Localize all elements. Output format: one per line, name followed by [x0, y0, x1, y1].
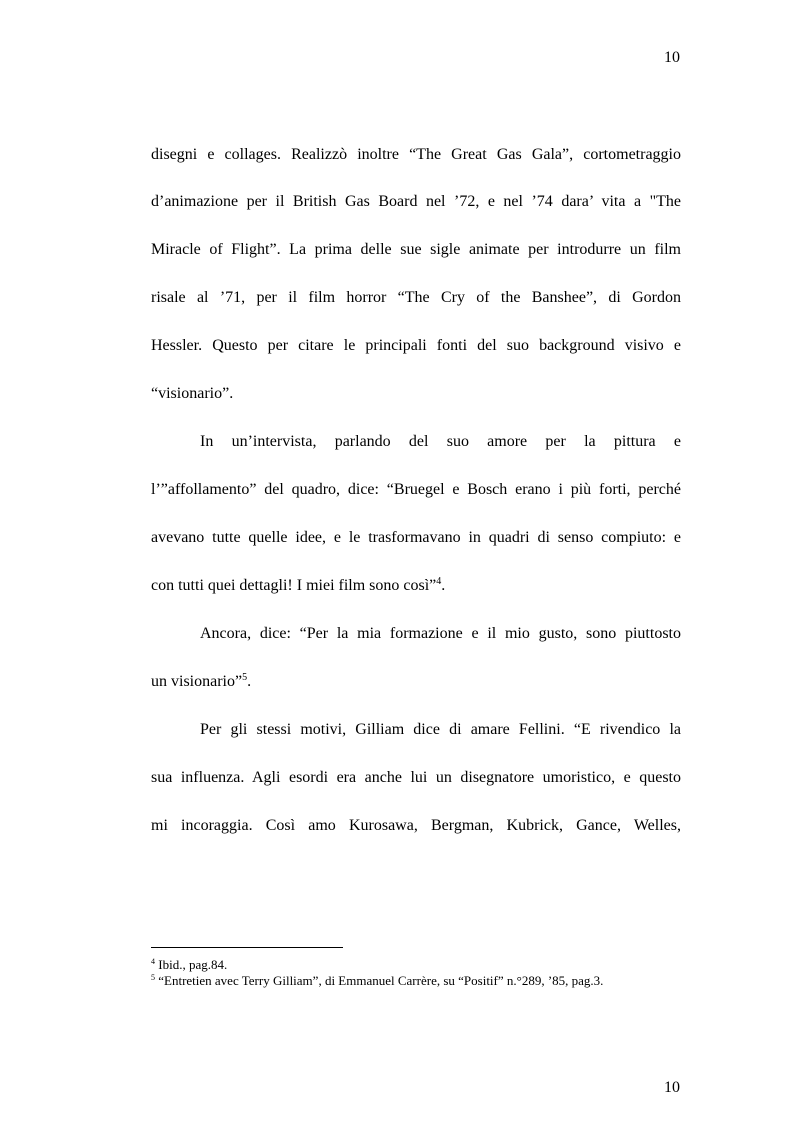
period: .: [441, 577, 446, 594]
text-line: risale al ’71, per il film horror “The Cry of the Banshee”, di Gordon: [151, 289, 681, 306]
footer-page-number: 10: [664, 1079, 680, 1096]
footnote-text: Ibid., pag.84.: [158, 957, 228, 972]
footnote-ref[interactable]: 5: [242, 672, 248, 683]
text-line: d’animazione per il British Gas Board nel ’72, e nel ’74 dara’ vita a "The: [151, 193, 681, 210]
footnote-text: “Entretien avec Terry Gilliam”, di Emmanuel Carrère, su “Positif” n.°289, ’85, pag.3.: [158, 973, 604, 988]
text-line: un visionario”: [151, 673, 243, 690]
text-line-with-footnote: [151, 576, 681, 596]
text-line: con tutti quei dettagli! I miei film sono così”: [151, 577, 437, 594]
text-line: avevano tutte quelle idee, e le trasformavano in quadri di senso compiuto: e: [151, 529, 681, 546]
text-line-with-footnote: [151, 672, 681, 692]
paragraph-first-line: Ancora, dice: “Per la mia formazione e il mio gusto, sono piuttosto: [200, 625, 681, 642]
text-line: sua influenza. Agli esordi era anche lui un disegnatore umoristico, e questo: [151, 769, 681, 786]
text-line: “visionario”.: [151, 385, 234, 402]
text-line: disegni e collages. Realizzò inoltre “The Great Gas Gala”, cortometraggio: [151, 146, 681, 163]
footnote: [151, 973, 603, 989]
period: .: [247, 673, 252, 690]
paragraph-first-line: Per gli stessi motivi, Gilliam dice di amare Fellini. “E rivendico la: [200, 721, 681, 738]
header-page-number: 10: [664, 49, 680, 66]
text-line: Hessler. Questo per citare le principali fonti del suo background visivo e: [151, 337, 681, 354]
text-line: Miracle of Flight”. La prima delle sue sigle animate per introdurre un film: [151, 241, 681, 258]
footnote: [151, 957, 227, 973]
footnote-ref[interactable]: 4: [436, 576, 442, 587]
text-line: l’”affollamento” del quadro, dice: “Bruegel e Bosch erano i più forti, perché: [151, 481, 681, 498]
paragraph-first-line: In un’intervista, parlando del suo amore per la pittura e: [200, 433, 681, 450]
footnote-marker: 4: [151, 957, 155, 966]
footnote-marker: 5: [151, 973, 155, 982]
footnote-divider: [151, 947, 343, 948]
text-line: mi incoraggia. Così amo Kurosawa, Bergman, Kubrick, Gance, Welles,: [151, 817, 681, 834]
